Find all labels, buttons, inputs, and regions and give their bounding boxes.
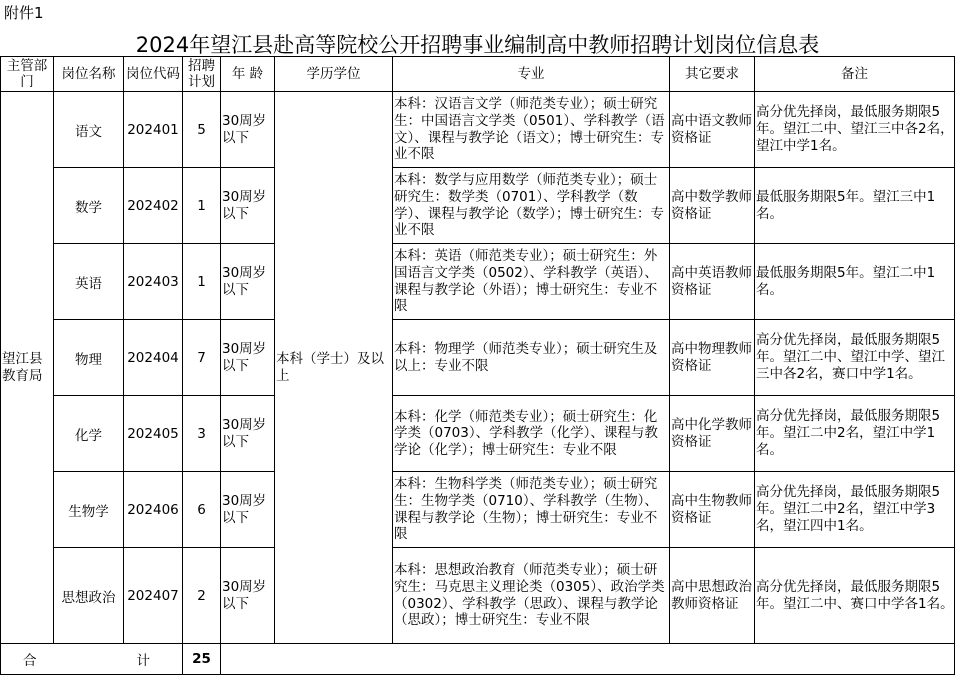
remark-cell: 高分优先择岗，最低服务期限5年。望江二中、望江三中各2名，望江中学1名。 [755, 92, 955, 168]
total-label-left: 合 [23, 653, 37, 669]
table-row [1, 168, 955, 244]
remark-cell: 最低服务期限5年。望江三中1名。 [755, 168, 955, 244]
count-cell: 5 [183, 92, 221, 168]
major-cell: 本科：汉语言文学（师范类专业）；硕士研究生：中国语言文学类（0501）、学科教学（语文）、课程与教学论（语文）；博士研究生：专业不限 [393, 92, 670, 168]
remark-cell: 高分优先择岗，最低服务期限5年。望江二中、望江中学、望江三中各2名，赛口中学1名。 [755, 320, 955, 396]
position-cell: 思想政治 [54, 548, 124, 644]
major-cell: 本科：化学（师范类专业）；硕士研究生：化学类（0703）、学科教学（化学）、课程与教学论（化学）；博士研究生：专业不限 [393, 396, 670, 472]
header-count: 招聘计划 [183, 57, 221, 92]
position-cell: 物理 [54, 320, 124, 396]
other-cell: 高中化学教师资格证 [670, 396, 755, 472]
major-cell: 本科：数学与应用数学（师范类专业）；硕士研究生：数学类（0701）、学科教学（数学）、课程与教学论（数学）；博士研究生：专业不限 [393, 168, 670, 244]
table-row [1, 92, 955, 168]
major-cell: 本科：英语（师范类专业）；硕士研究生：外国语言文学类（0502）、学科教学（英语）、课程与教学论（外语）；博士研究生：专业不限 [393, 244, 670, 320]
age-cell: 30周岁以下 [221, 244, 275, 320]
position-cell: 生物学 [54, 472, 124, 548]
age-cell: 30周岁以下 [221, 92, 275, 168]
header-position: 岗位名称 [54, 57, 124, 92]
major-cell: 本科：物理学（师范类专业）；硕士研究生及以上：专业不限 [393, 320, 670, 396]
header-remark: 备注 [755, 57, 955, 92]
age-cell: 30周岁以下 [221, 320, 275, 396]
recruitment-table [0, 56, 955, 675]
total-value: 25 [183, 644, 221, 675]
header-age: 年 龄 [221, 57, 275, 92]
position-cell: 数学 [54, 168, 124, 244]
remark-cell: 高分优先择岗，最低服务期限5年。望江二中2名，望江中学3名，望江四中1名。 [755, 472, 955, 548]
age-cell: 30周岁以下 [221, 168, 275, 244]
table-row [1, 320, 955, 396]
other-cell: 高中生物教师资格证 [670, 472, 755, 548]
position-cell: 英语 [54, 244, 124, 320]
code-cell: 202405 [124, 396, 183, 472]
dept-cell: 望江县教育局 [1, 92, 54, 644]
code-cell: 202401 [124, 92, 183, 168]
count-cell: 1 [183, 244, 221, 320]
age-cell: 30周岁以下 [221, 548, 275, 644]
age-cell: 30周岁以下 [221, 472, 275, 548]
age-cell: 30周岁以下 [221, 396, 275, 472]
attachment-label: 附件1 [4, 4, 44, 22]
code-cell: 202402 [124, 168, 183, 244]
page-title: 2024年望江县赴高等院校公开招聘事业编制高中教师招聘计划岗位信息表 [135, 33, 820, 57]
header-row [1, 57, 955, 92]
remark-cell: 最低服务期限5年。望江二中1名。 [755, 244, 955, 320]
count-cell: 2 [183, 548, 221, 644]
position-cell: 语文 [54, 92, 124, 168]
code-cell: 202407 [124, 548, 183, 644]
total-label [1, 644, 183, 675]
other-cell: 高中思想政治教师资格证 [670, 548, 755, 644]
remark-cell: 高分优先择岗，最低服务期限5年。望江二中、赛口中学各1名。 [755, 548, 955, 644]
code-cell: 202403 [124, 244, 183, 320]
table-row [1, 396, 955, 472]
code-cell: 202404 [124, 320, 183, 396]
count-cell: 3 [183, 396, 221, 472]
header-degree: 学历学位 [275, 57, 393, 92]
total-label-right: 计 [136, 653, 150, 669]
other-cell: 高中数学教师资格证 [670, 168, 755, 244]
remark-cell: 高分优先择岗，最低服务期限5年。望江二中2名，望江中学1名。 [755, 396, 955, 472]
code-cell: 202406 [124, 472, 183, 548]
header-code: 岗位代码 [124, 57, 183, 92]
table-row [1, 472, 955, 548]
position-cell: 化学 [54, 396, 124, 472]
count-cell: 6 [183, 472, 221, 548]
major-cell: 本科：思想政治教育（师范类专业）；硕士研究生：马克思主义理论类（0305）、政治学类（0302）、学科教学（思政）、课程与教学论（思政）；博士研究生：专业不限 [393, 548, 670, 644]
table-row [1, 244, 955, 320]
total-row [1, 644, 955, 675]
header-major: 专业 [393, 57, 670, 92]
major-cell: 本科：生物科学类（师范类专业）；硕士研究生：生物学类（0710）、学科教学（生物）、课程与教学论（生物）；博士研究生：专业不限 [393, 472, 670, 548]
table-row [1, 548, 955, 644]
header-other: 其它要求 [670, 57, 755, 92]
count-cell: 7 [183, 320, 221, 396]
other-cell: 高中语文教师资格证 [670, 92, 755, 168]
total-empty-cell [221, 644, 955, 675]
count-cell: 1 [183, 168, 221, 244]
degree-cell: 本科（学士）及以上 [275, 92, 393, 644]
other-cell: 高中英语教师资格证 [670, 244, 755, 320]
header-dept: 主管部门 [1, 57, 54, 92]
other-cell: 高中物理教师资格证 [670, 320, 755, 396]
